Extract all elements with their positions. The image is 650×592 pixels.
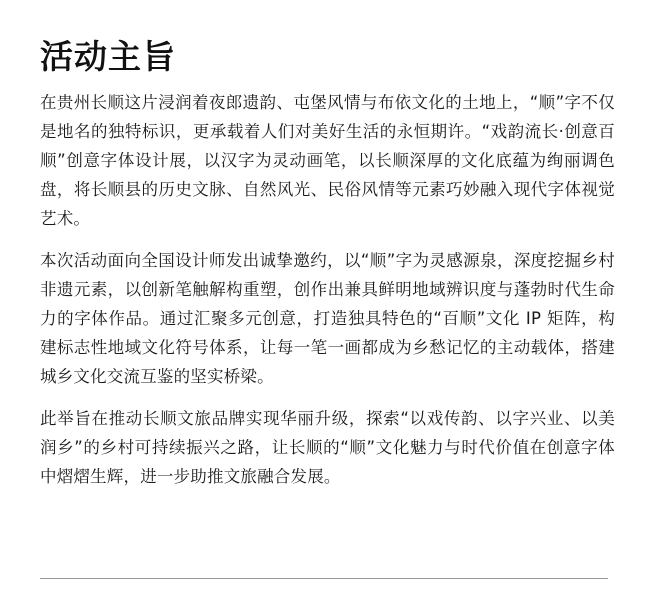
paragraph-intro: 在贵州长顺这片浸润着夜郎遗韵、屯堡风情与布依文化的土地上，“顺”字不仅是地名的独特标识，更承载着人们对美好生活的永恒期许。“戏韵流长·创意百顺”创意字体设计展，以汉字为灵动画笔，以长顺深厚的文化底蕴为绚丽调色盘，将长顺县的历史文脉、自然风光、民俗风情等元素巧妙融入现代字体视觉艺术。 bbox=[40, 93, 615, 228]
page-title: 活动主旨 bbox=[40, 37, 176, 76]
paragraph-invitation: 本次活动面向全国设计师发出诚挚邀约，以“顺”字为灵感源泉，深度挖掘乡村非遗元素，以创新笔触解构重塑，创作出兼具鲜明地域辨识度与蓬勃时代生命力的字体作品。通过汇聚多元创意，打造独具特色的“百顺”文化 IP 矩阵，构建标志性地域文化符号体系，让每一笔一画都成为乡愁记忆的主动载体，搭建城乡文化交流互鉴的坚实桥梁。 bbox=[40, 251, 615, 386]
paragraph-goal: 此举旨在推动长顺文旅品牌实现华丽升级，探索“以戏传韵、以字兴业、以美润乡”的乡村可持续振兴之路，让长顺的“顺”文化魅力与时代价值在创意字体中熠熠生辉，进一步助推文旅融合发展。 bbox=[40, 409, 615, 486]
divider bbox=[40, 578, 608, 579]
article bbox=[40, 34, 615, 491]
